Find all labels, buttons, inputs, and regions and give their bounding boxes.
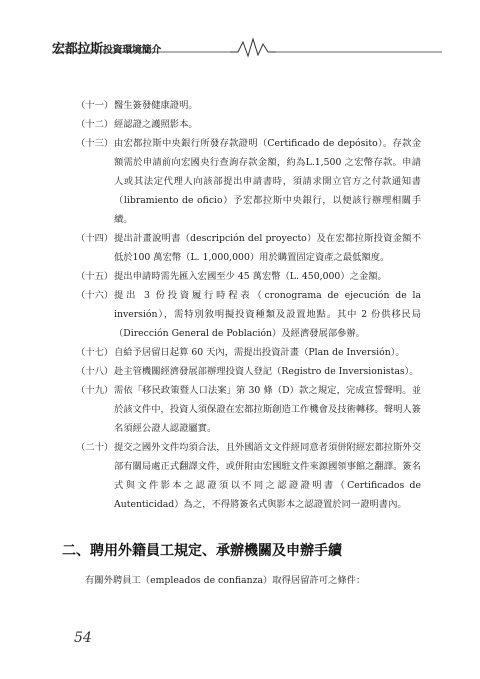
item-number: （十七） bbox=[76, 347, 114, 358]
list-item bbox=[76, 229, 421, 267]
header-title-sub: 投資環境簡介 bbox=[102, 45, 162, 56]
item-text: 需依「移民政策暨人口法案」第 30 條（D）款之規定，完成宣誓聲明。並於該文件中，投資人須保證在宏都拉斯創造工作機會及技術轉移。聲明人簽名須經公證人認證屬實。 bbox=[114, 385, 421, 434]
item-text: 提出 3 份投資履行時程表（cronograma de ejecución de la inversión），需特別敘明擬投資種類及設置地點。其中 2 份供移民局（Dirección General de Población）及經濟發展部參辦。 bbox=[114, 290, 421, 339]
header-title bbox=[52, 38, 161, 57]
item-number: （十六） bbox=[76, 290, 114, 301]
item-number: （二十） bbox=[76, 442, 114, 453]
item-text: 自給予居留日起算 60 天內，需提出投資計畫（Plan de Inversión）。 bbox=[114, 347, 405, 358]
item-text: 提出計畫說明書（descripción del proyecto）及在宏都拉斯投資金額不低於100 萬宏幣（L. 1,000,000）用於購置固定資產之最低額度。 bbox=[114, 233, 421, 263]
section-heading: 二、聘用外籍員工規定、承辦機關及申辦手續 bbox=[62, 543, 342, 559]
list-item bbox=[76, 286, 421, 343]
item-number: （十八） bbox=[76, 366, 114, 377]
running-header bbox=[52, 36, 442, 58]
item-text: 醫生簽發健康證明。 bbox=[114, 100, 198, 111]
list-item bbox=[76, 343, 421, 362]
item-number: （十四） bbox=[76, 233, 114, 244]
header-title-main: 宏都拉斯 bbox=[52, 42, 103, 57]
list-item bbox=[76, 362, 421, 381]
item-number: （十一） bbox=[76, 100, 114, 111]
item-text: 由宏都拉斯中央銀行所發存款證明（Certificado de depósito）。存款金額需於申請前向宏國央行查詢存款金額，約為L.1,500 之宏幣存款。申請人或其法定代理人向該部提出申請書時，須請求開立官方之付款通知書（libramiento de oficio）予宏都拉斯中央銀行，以便該行辦理相關手續。 bbox=[114, 138, 421, 225]
item-number: （十九） bbox=[76, 385, 114, 396]
item-number: （十二） bbox=[76, 119, 114, 130]
item-text: 提交之國外文件均須合法，且外國語文文件經同意者須併附經宏都拉斯外交部有關局處正式翻譯文件，或併附由宏國駐文件來源國領事館之翻譯。簽名式與文件影本之認證須以不同之認證證明書（Certificados de Autenticidad）為之，不得將簽名式與影本之認證置於同一證明書內。 bbox=[114, 442, 421, 510]
item-text: 提出申請時需先匯入宏國至少 45 萬宏幣（L. 450,000）之金額。 bbox=[114, 271, 387, 282]
list-item bbox=[76, 96, 421, 115]
list-item bbox=[76, 115, 421, 134]
section-body: 有關外聘員工（empleados de confianza）取得居留許可之條件： bbox=[85, 575, 366, 586]
item-text: 赴主管機關經濟發展部辦理投資人登記（Registro de Inversionistas）。 bbox=[114, 366, 419, 377]
list-item bbox=[76, 134, 421, 229]
list-item bbox=[76, 438, 421, 514]
list-item bbox=[76, 267, 421, 286]
item-number: （十三） bbox=[76, 138, 114, 149]
item-number: （十五） bbox=[76, 271, 114, 282]
list-item bbox=[76, 381, 421, 438]
item-text: 經認證之護照影本。 bbox=[114, 119, 198, 130]
page-number: 54 bbox=[74, 630, 92, 646]
requirements-list bbox=[76, 96, 421, 514]
